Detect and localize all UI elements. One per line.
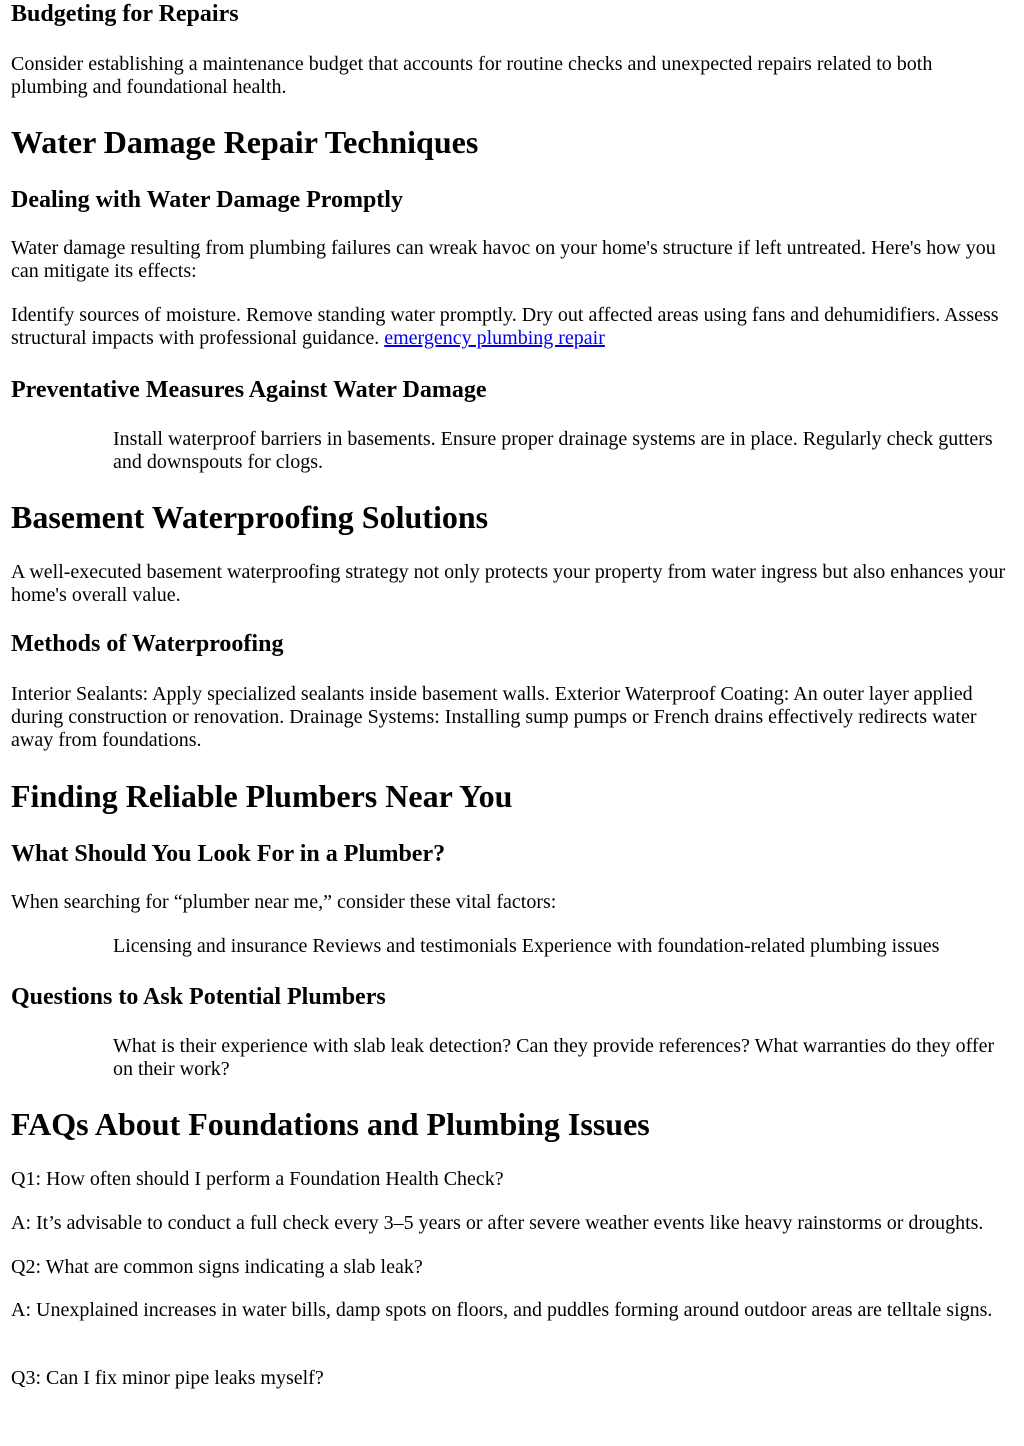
dealing-steps [11,304,1014,350]
preventative-heading: Preventative Measures Against Water Damage [11,377,487,403]
preventative-quote: Install waterproof barriers in basements. Ensure proper drainage systems are in place. Regularly check gutters and downspouts for clogs. [113,428,993,473]
emergency-plumbing-repair-link[interactable]: emergency plumbing repair [384,327,605,349]
plumbers-heading: Finding Reliable Plumbers Near You [11,778,513,814]
dealing-steps-text: Identify sources of moisture. Remove standing water promptly. Dry out affected areas using fans and dehumidifiers. Assess structural impacts with professional guidance. [11,304,999,349]
faq-a2: A: Unexplained increases in water bills, damp spots on floors, and puddles forming around outdoor areas are telltale signs. [11,1299,993,1321]
faqs-heading: FAQs About Foundations and Plumbing Issues [11,1106,650,1142]
faq-q1: Q1: How often should I perform a Foundation Health Check? [11,1168,504,1190]
questions-quote: What is their experience with slab leak detection? Can they provide references? What warranties do they offer on their work? [113,1035,995,1080]
look-for-intro: When searching for “plumber near me,” consider these vital factors: [11,891,557,913]
basement-intro: A well-executed basement waterproofing strategy not only protects your property from water ingress but also enhances your home's overall value. [11,561,1006,606]
methods-text: Interior Sealants: Apply specialized sealants inside basement walls. Exterior Waterproof Coating: An outer layer applied during construction or renovation. Drainage Systems: Installing sump pumps or French drains effectively redirects water away from foundations. [11,683,977,751]
faq-q3: Q3: Can I fix minor pipe leaks myself? [11,1367,324,1389]
budgeting-heading: Budgeting for Repairs [11,1,239,27]
water-damage-heading: Water Damage Repair Techniques [11,124,479,160]
faq-q2: Q2: What are common signs indicating a slab leak? [11,1256,423,1278]
faq-a1: A: It’s advisable to conduct a full check every 3–5 years or after severe weather events like heavy rainstorms or droughts. [11,1212,984,1234]
budgeting-text: Consider establishing a maintenance budget that accounts for routine checks and unexpected repairs related to both plumbing and foundational health. [11,53,933,98]
look-for-heading: What Should You Look For in a Plumber? [11,841,446,867]
methods-heading: Methods of Waterproofing [11,631,284,657]
questions-heading: Questions to Ask Potential Plumbers [11,984,386,1010]
dealing-heading: Dealing with Water Damage Promptly [11,187,403,213]
dealing-intro: Water damage resulting from plumbing failures can wreak havoc on your home's structure if left untreated. Here's how you can mitigate its effects: [11,237,996,282]
factors-quote: Licensing and insurance Reviews and testimonials Experience with foundation-related plumbing issues [113,935,940,957]
basement-heading: Basement Waterproofing Solutions [11,499,489,535]
